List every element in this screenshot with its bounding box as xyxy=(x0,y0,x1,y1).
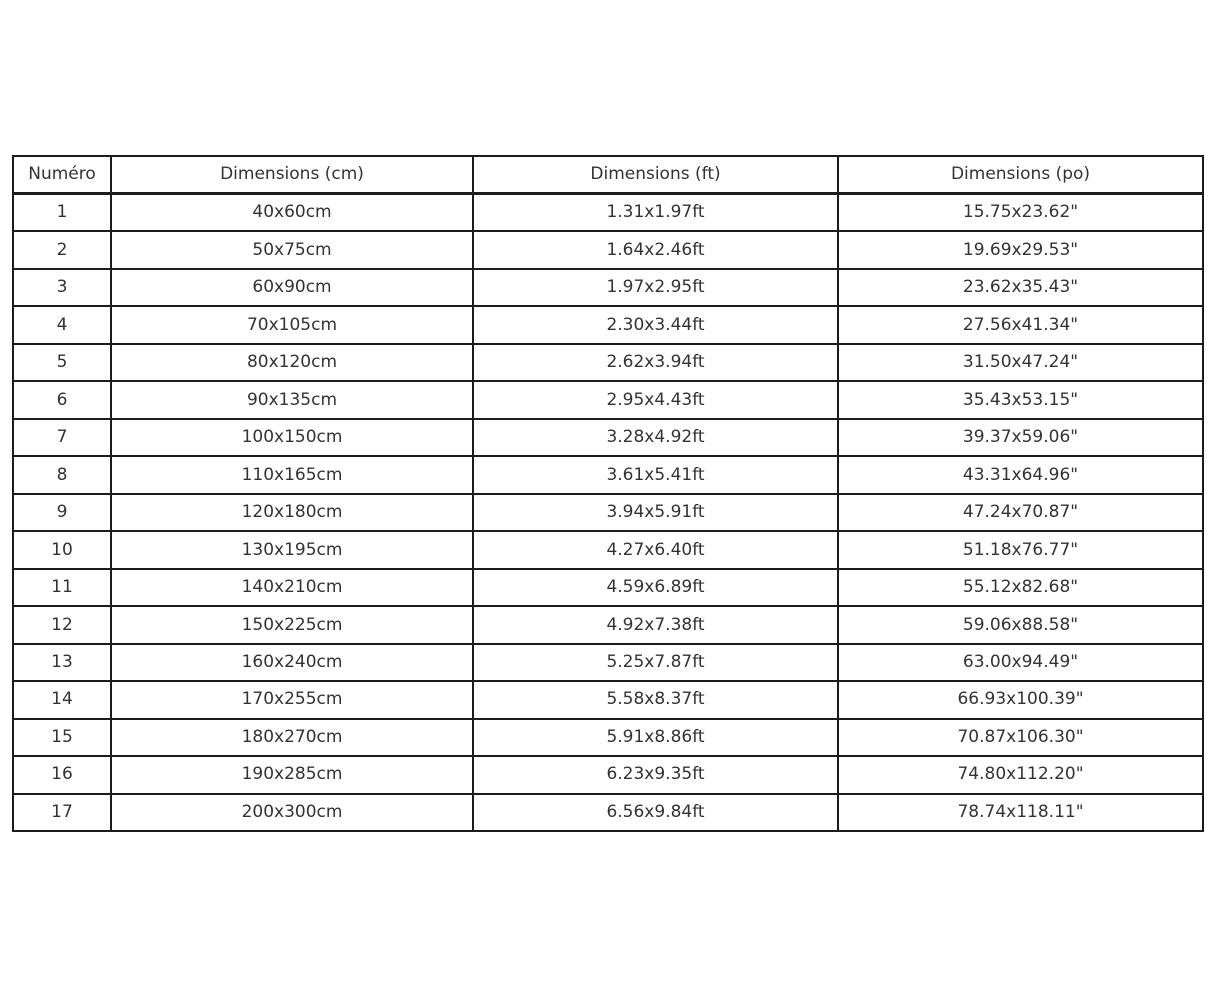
cell-dimensions-cm: 40x60cm xyxy=(111,194,473,232)
table-row xyxy=(13,269,1203,306)
cell-numero: 9 xyxy=(13,494,111,531)
cell-numero: 1 xyxy=(13,194,111,232)
cell-dimensions-po: 63.00x94.49" xyxy=(838,644,1203,681)
cell-dimensions-po: 39.37x59.06" xyxy=(838,419,1203,456)
cell-dimensions-ft: 5.58x8.37ft xyxy=(473,681,838,718)
cell-numero: 3 xyxy=(13,269,111,306)
cell-numero: 13 xyxy=(13,644,111,681)
cell-numero: 16 xyxy=(13,756,111,793)
table-row xyxy=(13,306,1203,343)
cell-dimensions-cm: 70x105cm xyxy=(111,306,473,343)
cell-dimensions-po: 43.31x64.96" xyxy=(838,456,1203,493)
cell-dimensions-po: 70.87x106.30" xyxy=(838,719,1203,756)
table-header-row xyxy=(13,156,1203,194)
table-row xyxy=(13,644,1203,681)
cell-numero: 7 xyxy=(13,419,111,456)
cell-dimensions-po: 27.56x41.34" xyxy=(838,306,1203,343)
cell-dimensions-ft: 5.91x8.86ft xyxy=(473,719,838,756)
cell-dimensions-ft: 5.25x7.87ft xyxy=(473,644,838,681)
cell-numero: 11 xyxy=(13,569,111,606)
table-row xyxy=(13,456,1203,493)
cell-dimensions-cm: 50x75cm xyxy=(111,231,473,268)
table-row xyxy=(13,231,1203,268)
header-dimensions-ft: Dimensions (ft) xyxy=(473,156,838,194)
cell-dimensions-ft: 3.61x5.41ft xyxy=(473,456,838,493)
cell-dimensions-po: 66.93x100.39" xyxy=(838,681,1203,718)
table-row xyxy=(13,344,1203,381)
cell-dimensions-ft: 4.59x6.89ft xyxy=(473,569,838,606)
cell-numero: 8 xyxy=(13,456,111,493)
cell-dimensions-cm: 200x300cm xyxy=(111,794,473,832)
cell-dimensions-cm: 130x195cm xyxy=(111,531,473,568)
cell-dimensions-ft: 4.27x6.40ft xyxy=(473,531,838,568)
table-row xyxy=(13,681,1203,718)
cell-dimensions-cm: 90x135cm xyxy=(111,381,473,418)
table-row xyxy=(13,194,1203,232)
table-body xyxy=(13,194,1203,832)
cell-numero: 17 xyxy=(13,794,111,832)
cell-dimensions-ft: 6.23x9.35ft xyxy=(473,756,838,793)
cell-dimensions-po: 47.24x70.87" xyxy=(838,494,1203,531)
header-numero: Numéro xyxy=(13,156,111,194)
cell-dimensions-ft: 4.92x7.38ft xyxy=(473,606,838,643)
size-conversion-table-container xyxy=(12,155,1202,832)
cell-dimensions-po: 59.06x88.58" xyxy=(838,606,1203,643)
cell-dimensions-ft: 3.28x4.92ft xyxy=(473,419,838,456)
table-row xyxy=(13,419,1203,456)
cell-dimensions-po: 15.75x23.62" xyxy=(838,194,1203,232)
cell-dimensions-ft: 2.62x3.94ft xyxy=(473,344,838,381)
cell-dimensions-ft: 1.31x1.97ft xyxy=(473,194,838,232)
cell-numero: 5 xyxy=(13,344,111,381)
cell-dimensions-ft: 1.64x2.46ft xyxy=(473,231,838,268)
cell-dimensions-po: 23.62x35.43" xyxy=(838,269,1203,306)
cell-dimensions-ft: 2.95x4.43ft xyxy=(473,381,838,418)
table-row xyxy=(13,381,1203,418)
cell-dimensions-cm: 110x165cm xyxy=(111,456,473,493)
cell-numero: 10 xyxy=(13,531,111,568)
cell-numero: 15 xyxy=(13,719,111,756)
cell-dimensions-ft: 2.30x3.44ft xyxy=(473,306,838,343)
table-row xyxy=(13,569,1203,606)
cell-dimensions-cm: 190x285cm xyxy=(111,756,473,793)
table-row xyxy=(13,606,1203,643)
cell-dimensions-cm: 100x150cm xyxy=(111,419,473,456)
table-row xyxy=(13,756,1203,793)
cell-dimensions-cm: 80x120cm xyxy=(111,344,473,381)
cell-numero: 6 xyxy=(13,381,111,418)
cell-dimensions-cm: 120x180cm xyxy=(111,494,473,531)
cell-numero: 4 xyxy=(13,306,111,343)
header-dimensions-po: Dimensions (po) xyxy=(838,156,1203,194)
cell-dimensions-po: 55.12x82.68" xyxy=(838,569,1203,606)
cell-dimensions-po: 78.74x118.11" xyxy=(838,794,1203,832)
table-row xyxy=(13,494,1203,531)
cell-dimensions-cm: 140x210cm xyxy=(111,569,473,606)
cell-dimensions-ft: 3.94x5.91ft xyxy=(473,494,838,531)
cell-dimensions-cm: 160x240cm xyxy=(111,644,473,681)
cell-numero: 14 xyxy=(13,681,111,718)
cell-dimensions-cm: 170x255cm xyxy=(111,681,473,718)
cell-dimensions-ft: 1.97x2.95ft xyxy=(473,269,838,306)
cell-numero: 12 xyxy=(13,606,111,643)
cell-dimensions-po: 19.69x29.53" xyxy=(838,231,1203,268)
cell-dimensions-cm: 60x90cm xyxy=(111,269,473,306)
table-row xyxy=(13,719,1203,756)
cell-dimensions-ft: 6.56x9.84ft xyxy=(473,794,838,832)
table-row xyxy=(13,794,1203,832)
cell-numero: 2 xyxy=(13,231,111,268)
size-conversion-table xyxy=(12,155,1204,832)
cell-dimensions-cm: 180x270cm xyxy=(111,719,473,756)
cell-dimensions-po: 31.50x47.24" xyxy=(838,344,1203,381)
cell-dimensions-po: 35.43x53.15" xyxy=(838,381,1203,418)
cell-dimensions-cm: 150x225cm xyxy=(111,606,473,643)
cell-dimensions-po: 74.80x112.20" xyxy=(838,756,1203,793)
header-dimensions-cm: Dimensions (cm) xyxy=(111,156,473,194)
cell-dimensions-po: 51.18x76.77" xyxy=(838,531,1203,568)
table-row xyxy=(13,531,1203,568)
